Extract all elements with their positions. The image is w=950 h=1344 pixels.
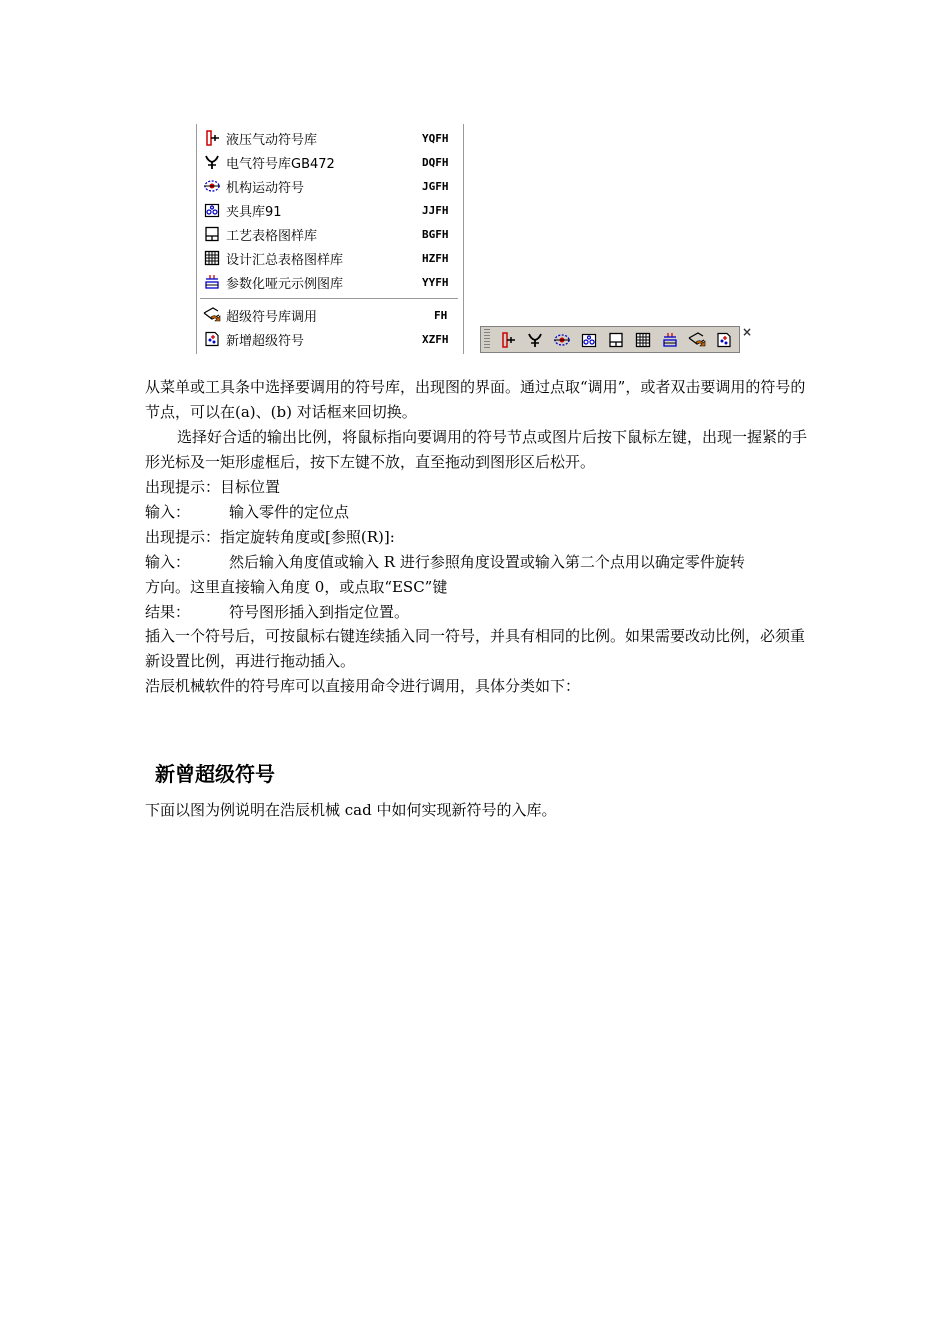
menu-item-electrical[interactable]	[196, 150, 462, 174]
menu-item-label: 超级符号库调用	[226, 309, 318, 325]
toolbar-hydraulic-button[interactable]	[496, 329, 520, 351]
menu-item-parametric[interactable]	[196, 270, 462, 294]
menu-item-shortcut: FH	[434, 308, 448, 322]
toolbar-super-symbol-button[interactable]	[685, 329, 709, 351]
menu-item-shortcut: JJFH	[422, 203, 449, 217]
toolbar-parametric-button[interactable]	[658, 329, 682, 351]
super-symbol-icon	[687, 332, 707, 348]
menu-item-label: 工艺表格图样库	[226, 228, 318, 244]
input-line	[145, 550, 745, 575]
new-symbol-icon	[715, 332, 733, 348]
parametric-icon	[661, 332, 679, 348]
electrical-icon	[202, 153, 222, 171]
line-value: 符号图形插入到指定位置。	[229, 603, 410, 621]
summary-table-icon	[634, 332, 652, 348]
toolbar-mechanism-button[interactable]	[550, 329, 574, 351]
toolbar-electrical-button[interactable]	[523, 329, 547, 351]
menu-item-hydraulic[interactable]	[196, 126, 462, 150]
menu-item-shortcut: JGFH	[422, 179, 449, 193]
section-heading: 新曾超级符号	[155, 762, 275, 786]
new-symbol-icon	[202, 330, 222, 348]
line-key: 输入：	[145, 553, 191, 571]
menu-item-label: 夹具库91	[226, 204, 282, 220]
hydraulic-icon	[499, 332, 517, 348]
result-line	[145, 600, 409, 625]
menu-item-label: 机构运动符号	[226, 180, 305, 196]
menu-item-shortcut: XZFH	[422, 332, 449, 346]
process-table-icon	[202, 225, 222, 243]
toolbar-close-icon[interactable]: ×	[742, 325, 753, 339]
prompt-line: 出现提示：目标位置	[145, 478, 281, 496]
paragraph-intro: 从菜单或工具条中选择要调用的符号库，出现图的界面。通过点取“调用”，或者双击要调用的符号的节点，可以在(a)、(b) 对话框来回切换。	[145, 378, 806, 421]
menu-item-mechanism[interactable]	[196, 174, 462, 198]
prompt-line: 出现提示：指定旋转角度或[参照(R)]:	[145, 528, 395, 546]
menu-item-label: 电气符号库GB472	[226, 156, 335, 172]
toolbar-grip[interactable]	[484, 329, 490, 350]
menu-item-label: 设计汇总表格图样库	[226, 252, 344, 268]
paragraph-commands: 浩辰机械软件的符号库可以直接用命令进行调用，具体分类如下：	[145, 677, 581, 695]
line-value: 然后输入角度值或输入 R 进行参照角度设置或输入第二个点用以确定零件旋转	[229, 553, 745, 571]
symbol-library-menu	[196, 124, 462, 354]
electrical-icon	[526, 332, 544, 348]
fixture-icon	[580, 332, 598, 348]
menu-item-shortcut: BGFH	[422, 227, 449, 241]
symbol-toolbar	[480, 326, 740, 353]
menu-item-label: 液压气动符号库	[226, 132, 318, 148]
menu-item-label: 参数化哑元示例图库	[226, 276, 344, 292]
line-value: 输入零件的定位点	[229, 503, 350, 521]
menu-separator	[200, 298, 458, 300]
menu-item-super-symbol[interactable]	[196, 303, 462, 327]
toolbar-summary-table-button[interactable]	[631, 329, 655, 351]
menu-item-shortcut: YQFH	[422, 131, 449, 145]
menu-item-shortcut: HZFH	[422, 251, 449, 265]
menu-item-summary-table[interactable]	[196, 246, 462, 270]
toolbar-new-symbol-button[interactable]	[712, 329, 736, 351]
fixture-icon	[202, 201, 222, 219]
input-line	[145, 500, 349, 525]
menu-item-shortcut: DQFH	[422, 155, 449, 169]
paragraph-drag: 选择好合适的输出比例，将鼠标指向要调用的符号节点或图片后按下鼠标左键，出现一握紧的手形光标及一矩形虚框后，按下左键不放，直至拖动到图形区后松开。	[145, 428, 808, 471]
menu-item-shortcut: YYFH	[422, 275, 449, 289]
summary-table-icon	[202, 249, 222, 267]
process-table-icon	[607, 332, 625, 348]
mechanism-icon	[552, 332, 572, 348]
menu-item-process-table[interactable]	[196, 222, 462, 246]
menu-item-new-symbol[interactable]	[196, 327, 462, 351]
line-key: 输入：	[145, 503, 191, 521]
input-line-continued: 方向。这里直接输入角度 0，或点取“ESC”键	[145, 578, 448, 596]
paragraph-repeat: 插入一个符号后，可按鼠标右键连续插入同一符号，并具有相同的比例。如果需要改动比例，必须重新设置比例，再进行拖动插入。	[145, 627, 806, 670]
hydraulic-icon	[202, 129, 222, 147]
menu-item-label: 新增超级符号	[226, 333, 305, 349]
parametric-icon	[202, 273, 222, 291]
menu-item-fixture[interactable]	[196, 198, 462, 222]
line-key: 结果：	[145, 603, 191, 621]
super-symbol-icon	[202, 306, 222, 324]
toolbar-process-table-button[interactable]	[604, 329, 628, 351]
mechanism-icon	[202, 177, 222, 195]
paragraph-example: 下面以图为例说明在浩辰机械 cad 中如何实现新符号的入库。	[145, 801, 557, 819]
toolbar-fixture-button[interactable]	[577, 329, 601, 351]
